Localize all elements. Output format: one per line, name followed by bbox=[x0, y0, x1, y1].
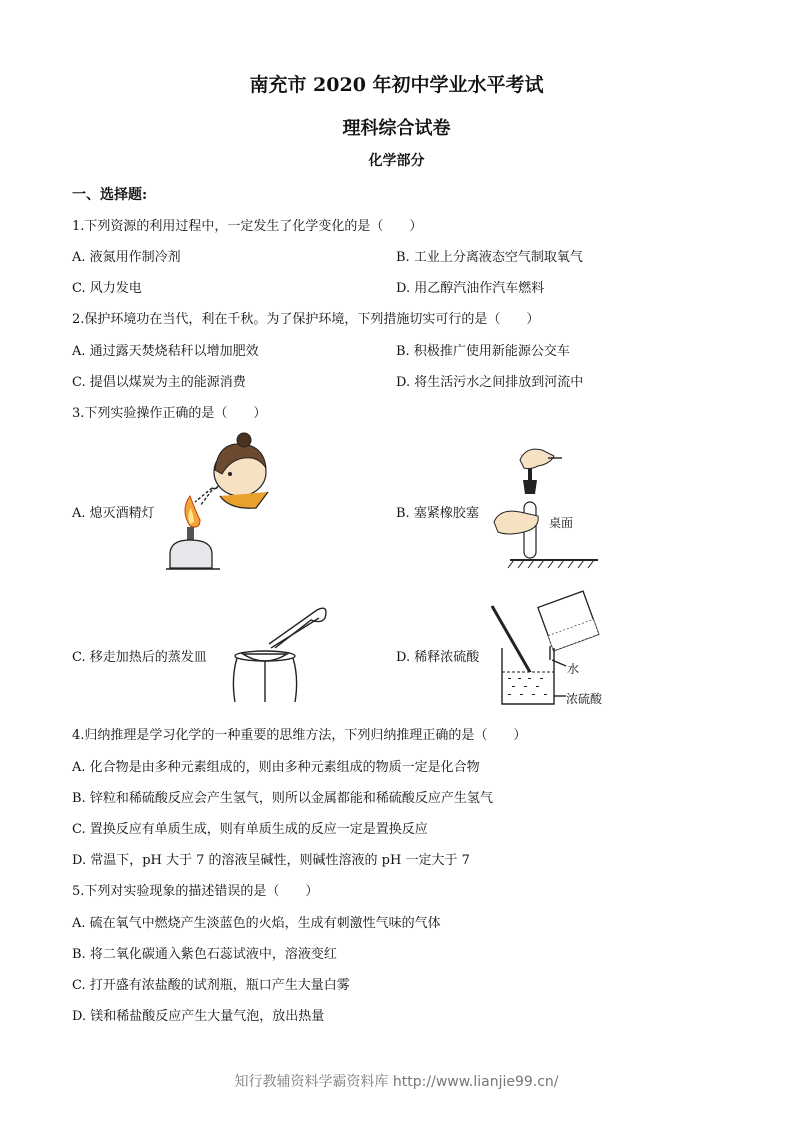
q3-option-a: A. 熄灭酒精灯 bbox=[72, 506, 155, 521]
q1-option-b: B. 工业上分离液态空气制取氧气 bbox=[396, 250, 583, 265]
exam-subtitle: 理科综合试卷 bbox=[342, 118, 451, 139]
label-desk: 桌面 bbox=[549, 516, 574, 530]
q5-option-b: B. 将二氧化碳通入紫色石蕊试液中，溶液变红 bbox=[72, 947, 337, 962]
q2-option-a: A. 通过露天焚烧秸秆以增加肥效 bbox=[72, 344, 259, 359]
hair-bun bbox=[237, 433, 251, 447]
iron-stand bbox=[233, 658, 296, 702]
person-body bbox=[220, 492, 268, 508]
question-1-stem: 1.下列资源的利用过程中，一定发生了化学变化的是（ ） bbox=[72, 219, 423, 234]
q4-option-a: A. 化合物是由多种元素组成的，则由多种元素组成的物质一定是化合物 bbox=[72, 760, 480, 775]
q3-option-d: D. 稀释浓硫酸 bbox=[396, 650, 480, 665]
top-hand bbox=[520, 449, 554, 469]
figure-c-remove-dish bbox=[225, 598, 335, 708]
rubber-stopper bbox=[523, 480, 537, 494]
question-4-stem: 4.归纳推理是学习化学的一种重要的思维方法，下列归纳推理正确的是（ ） bbox=[72, 728, 527, 743]
figure-b-insert-stopper bbox=[490, 440, 600, 572]
part-title: 化学部分 bbox=[368, 153, 425, 169]
figure-a-blow-out-lamp bbox=[160, 430, 290, 575]
q4-option-d: D. 常温下，pH 大于 7 的溶液呈碱性，则碱性溶液的 pH 一定大于 7 bbox=[72, 853, 470, 868]
q5-option-c: C. 打开盛有浓盐酸的试剂瓶，瓶口产生大量白雾 bbox=[72, 978, 350, 993]
q1-option-c: C. 风力发电 bbox=[72, 281, 142, 296]
q2-option-b: B. 积极推广使用新能源公交车 bbox=[396, 344, 570, 359]
label-concentrated-acid: 浓硫酸 bbox=[566, 692, 603, 706]
question-5-stem: 5.下列对实验现象的描述错误的是（ ） bbox=[72, 884, 319, 899]
q3-option-b: B. 塞紧橡胶塞 bbox=[396, 506, 479, 521]
alcohol-lamp bbox=[170, 540, 212, 568]
q5-option-d: D. 镁和稀盐酸反应产生大量气泡，放出热量 bbox=[72, 1009, 325, 1024]
question-2-stem: 2.保护环境功在当代，利在千秋。为了保护环境，下列措施切实可行的是（ ） bbox=[72, 312, 540, 327]
label-water: 水 bbox=[567, 662, 580, 676]
q3-option-c: C. 移走加热后的蒸发皿 bbox=[72, 650, 207, 665]
section-title: 一、选择题: bbox=[72, 187, 148, 203]
q2-option-c: C. 提倡以煤炭为主的能源消费 bbox=[72, 375, 246, 390]
q4-option-b: B. 锌粒和稀硫酸反应会产生氢气，则所以金属都能和稀硫酸反应产生氢气 bbox=[72, 791, 493, 806]
exam-title: 南充市 2020 年初中学业水平考试 bbox=[249, 74, 544, 96]
crucible-tongs bbox=[269, 608, 326, 648]
footer-watermark: 知行教辅资料学霸资料库 http://www.lianjie99.cn/ bbox=[234, 1074, 559, 1090]
q4-option-c: C. 置换反应有单质生成，则有单质生成的反应一定是置换反应 bbox=[72, 822, 428, 837]
question-3-stem: 3.下列实验操作正确的是（ ） bbox=[72, 406, 267, 421]
q2-option-d: D. 将生活污水之间排放到河流中 bbox=[396, 375, 584, 390]
q1-option-a: A. 液氮用作制冷剂 bbox=[72, 250, 181, 265]
q5-option-a: A. 硫在氧气中燃烧产生淡蓝色的火焰，生成有刺激性气味的气体 bbox=[72, 916, 441, 931]
q1-option-d: D. 用乙醇汽油作汽车燃料 bbox=[396, 281, 545, 296]
